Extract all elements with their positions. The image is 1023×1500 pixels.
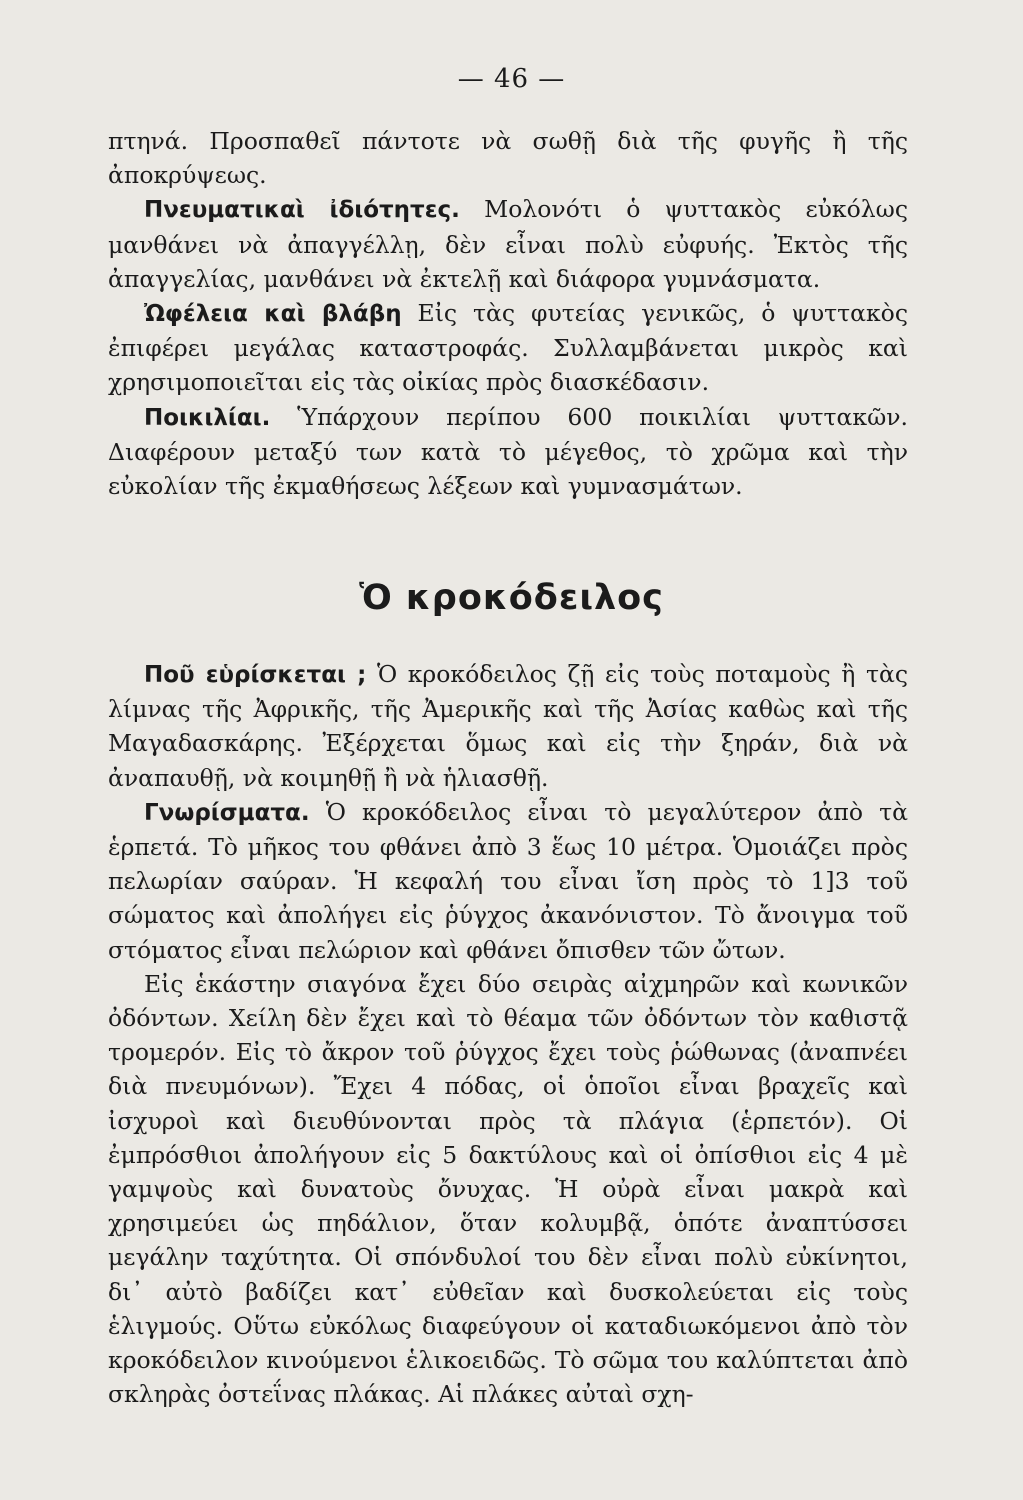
section-title: Ὁ κροκόδειλος: [359, 578, 664, 618]
paragraph-benefit-harm: [108, 296, 908, 400]
paragraph-text: πτηνά. Προσπαθεῖ πάντοτε νὰ σωθῇ διὰ τῆς φυγῆς ἢ τῆς ἀποκρύψεως.: [108, 127, 908, 190]
page-number: — 46 —: [457, 64, 566, 94]
paragraph-mental-traits: [108, 192, 908, 296]
paragraph-varieties: [108, 400, 908, 504]
paragraph-heading: Ποῦ εὑρίσκεται ;: [144, 662, 367, 688]
paragraph-text: Ὁ κροκόδειλος ζῇ εἰς τοὺς ποταμοὺς ἢ τὰς λίμνας τῆς Ἀφρικῆς, τῆς Ἀμερικῆς καὶ τῆς Ἀσίας καθὼς καὶ τῆς Μαγαδασκάρης. Ἐξέρχεται ὅμως καὶ εἰς τὴν ξηράν, διὰ νὰ ἀναπαυθῇ, νὰ κοιμηθῇ ἢ νὰ ἡλιασθῇ.: [108, 660, 908, 792]
paragraph-heading: Ποικιλίαι.: [144, 404, 271, 431]
parrot-text-block: [108, 124, 908, 503]
paragraph-continuation: [108, 124, 908, 192]
crocodile-text-block: [108, 657, 908, 1411]
paragraph-text: Μολονότι ὁ ψυττακὸς εὐκόλως μανθάνει νὰ ἀπαγγέλλῃ, δὲν εἶναι πολὺ εὐφυής. Ἐκτὸς τῆς ἀπαγγελίας, μανθάνει νὰ ἐκτελῇ καὶ διάφορα γυμνάσματα.: [108, 195, 908, 293]
paragraph-text: Εἰς ἑκάστην σιαγόνα ἔχει δύο σειρὰς αἰχμηρῶν καὶ κωνικῶν ὀδόντων. Χείλη δὲν ἔχει καὶ τὸ θέαμα τῶν ὀδόντων τὸν καθιστᾷ τρομερόν. Εἰς τὸ ἄκρον τοῦ ῥύγχος ἔχει τοὺς ῥώθωνας (ἀναπνέει διὰ πνευμόνων). Ἔχει 4 πόδας, οἱ ὁποῖοι εἶναι βραχεῖς καὶ ἰσχυροὶ καὶ διευθύνονται πρὸς τὰ πλάγια (ἑρπετόν). Οἱ ἐμπρόσθιοι ἀπολήγουν εἰς 5 δακτύλους καὶ οἱ ὀπίσθιοι εἰς 4 μὲ γαμψοὺς καὶ δυνατοὺς ὄνυχας. Ἡ οὐρὰ εἶναι μακρὰ καὶ χρησιμεύει ὡς πηδάλιον, ὅταν κολυμβᾷ, ὁπότε ἀναπτύσσει μεγάλην ταχύτητα. Οἱ σπόνδυλοί του δὲν εἶναι πολὺ εὐκίνητοι, δι᾽ αὐτὸ βαδίζει κατ᾽ εὐθεῖαν καὶ δυσκολεύεται εἰς τοὺς ἑλιγμούς. Οὕτω εὐκόλως διαφεύγουν οἱ καταδιωκόμενοι ἀπὸ τὸν κροκόδειλον κινούμενοι ἑλικοειδῶς. Τὸ σῶμα του καλύπτεται ἀπὸ σκληρὰς ὀστεΐνας πλάκας. Αἱ πλάκες αὐταὶ σχη-: [108, 969, 908, 1409]
paragraph-heading: Ὠφέλεια καὶ βλάβη: [144, 301, 402, 328]
paragraph-habitat: [108, 657, 908, 795]
paragraph-characteristics: [108, 795, 908, 967]
paragraph-heading: Γνωρίσματα.: [144, 799, 310, 826]
paragraph-text: Εἰς τὰς φυτείας γενικῶς, ὁ ψυττακὸς ἐπιφέρει μεγάλας καταστροφάς. Συλλαμβάνεται μικρὸς καὶ χρησιμοποιεῖται εἰς τὰς οἰκίας πρὸς διασκέδασιν.: [108, 299, 908, 397]
paragraph-text: Ὁ κροκόδειλος εἶναι τὸ μεγαλύτερον ἀπὸ τὰ ἑρπετά. Τὸ μῆκος του φθάνει ἀπὸ 3 ἕως 10 μέτρα. Ὁμοιάζει πρὸς πελωρίαν σαύραν. Ἡ κεφαλή του εἶναι ἴση πρὸς τὸ 1]3 τοῦ σώματος καὶ ἀπολήγει εἰς ῥύγχος ἀκανόνιστον. Τὸ ἄνοιγμα τοῦ στόματος εἶναι πελώριον καὶ φθάνει ὄπισθεν τῶν ὤτων.: [108, 797, 908, 964]
paragraph-text: Ὑπάρχουν περίπου 600 ποικιλίαι ψυττακῶν. Διαφέρουν μεταξύ των κατὰ τὸ μέγεθος, τὸ χρῶμα καὶ τὴν εὐκολίαν τῆς ἐκμαθήσεως λέξεων καὶ γυμνασμάτων.: [108, 402, 908, 501]
paragraph-heading: Πνευματικαὶ ἰδιότητες.: [144, 197, 460, 224]
paragraph-anatomy: [108, 967, 908, 1412]
